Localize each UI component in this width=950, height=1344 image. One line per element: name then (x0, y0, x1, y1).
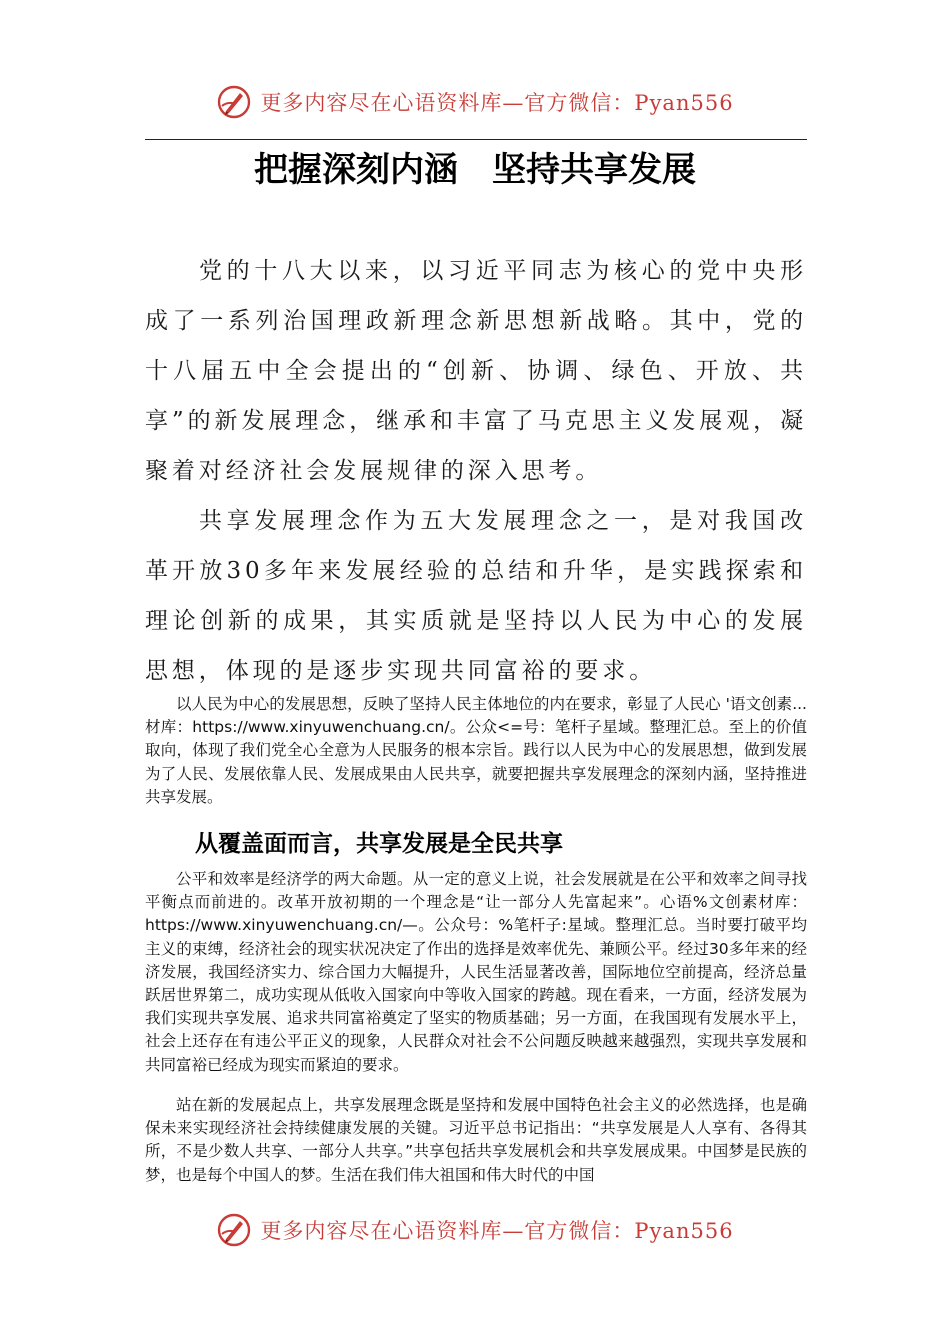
body-paragraph-2: 共享发展理念作为五大发展理念之一，是对我国改革开放30多年来发展经验的总结和升华，是实践探索和理论创新的成果，其实质就是坚持以人民为中心的发展思想，体现的是逐步实现共同富裕的要求。 (145, 508, 807, 684)
body-paragraph-3: 以人民为中心的发展思想，反映了坚持人民主体地位的内在要求，彰显了人民心 '语文创素...材库：https://www.xinyuwenchuang.cn/。公众<=号：笔杆子星域。整理汇总。至上的价值取向，体现了我们党全心全意为人民服务的根本宗旨。践行以人民为中心的发展思想，做到发展为了人民、发展依靠人民、发展成果由人民共享，就要把握共享发展理念的深刻内涵，坚持推进共享发展。 (145, 695, 807, 806)
header-banner (0, 80, 950, 124)
banner-text: 更多内容尽在心语资料库—官方微信：Pyan556 (260, 1219, 734, 1243)
section-heading: 从覆盖面而言，共享发展是全民共享 (195, 831, 563, 857)
body-paragraph-1: 党的十八大以来，以习近平同志为核心的党中央形成了一系列治国理政新理念新思想新战略。其中，党的十八届五中全会提出的“创新、协调、绿色、开放、共享”的新发展理念，继承和丰富了马克思主义发展观，凝聚着对经济社会发展规律的深入思考。 (145, 258, 807, 484)
banner-text: 更多内容尽在心语资料库—官方微信：Pyan556 (260, 91, 734, 115)
body-paragraph-4: 公平和效率是经济学的两大命题。从一定的意义上说，社会发展就是在公平和效率之间寻找平衡点而前进的。改革开放初期的一个理念是“让一部分人先富起来”。心语%文创素材库：https://www.xinyuwenchuang.cn/—。公众号：%笔杆子:星域。整理汇总。当时要打破平均主义的束缚，经济社会的现实状况决定了作出的选择是效率优先、兼顾公平。经过30多年来的经济发展，我国经济实力、综合国力大幅提升，人民生活显著改善，国际地位空前提高，经济总量跃居世界第二，成功实现从低收入国家向中等收入国家的跨越。现在看来，一方面，经济发展为我们实现共享发展、追求共同富裕奠定了坚实的物质基础；另一方面，在我国现有发展水平上，社会上还存在有违公平正义的现象，人民群众对社会不公问题反映越来越强烈，实现共享发展和共同富裕已经成为现实而紧迫的要求。 (145, 870, 807, 1074)
header-divider (145, 139, 807, 140)
footer-banner (0, 1208, 950, 1252)
pen-logo-icon (216, 84, 252, 120)
body-paragraph-5: 站在新的发展起点上，共享发展理念既是坚持和发展中国特色社会主义的必然选择，也是确保未来实现经济社会持续健康发展的关键。习近平总书记指出：“共享发展是人人享有、各得其所，不是少数人共享、一部分人共享。”共享包括共享发展机会和共享发展成果。中国梦是民族的梦，也是每个中国人的梦。生活在我们伟大祖国和伟大时代的中国 (145, 1096, 807, 1184)
pen-logo-icon (216, 1212, 252, 1248)
document-title: 把握深刻内涵 坚持共享发展 (254, 150, 696, 190)
